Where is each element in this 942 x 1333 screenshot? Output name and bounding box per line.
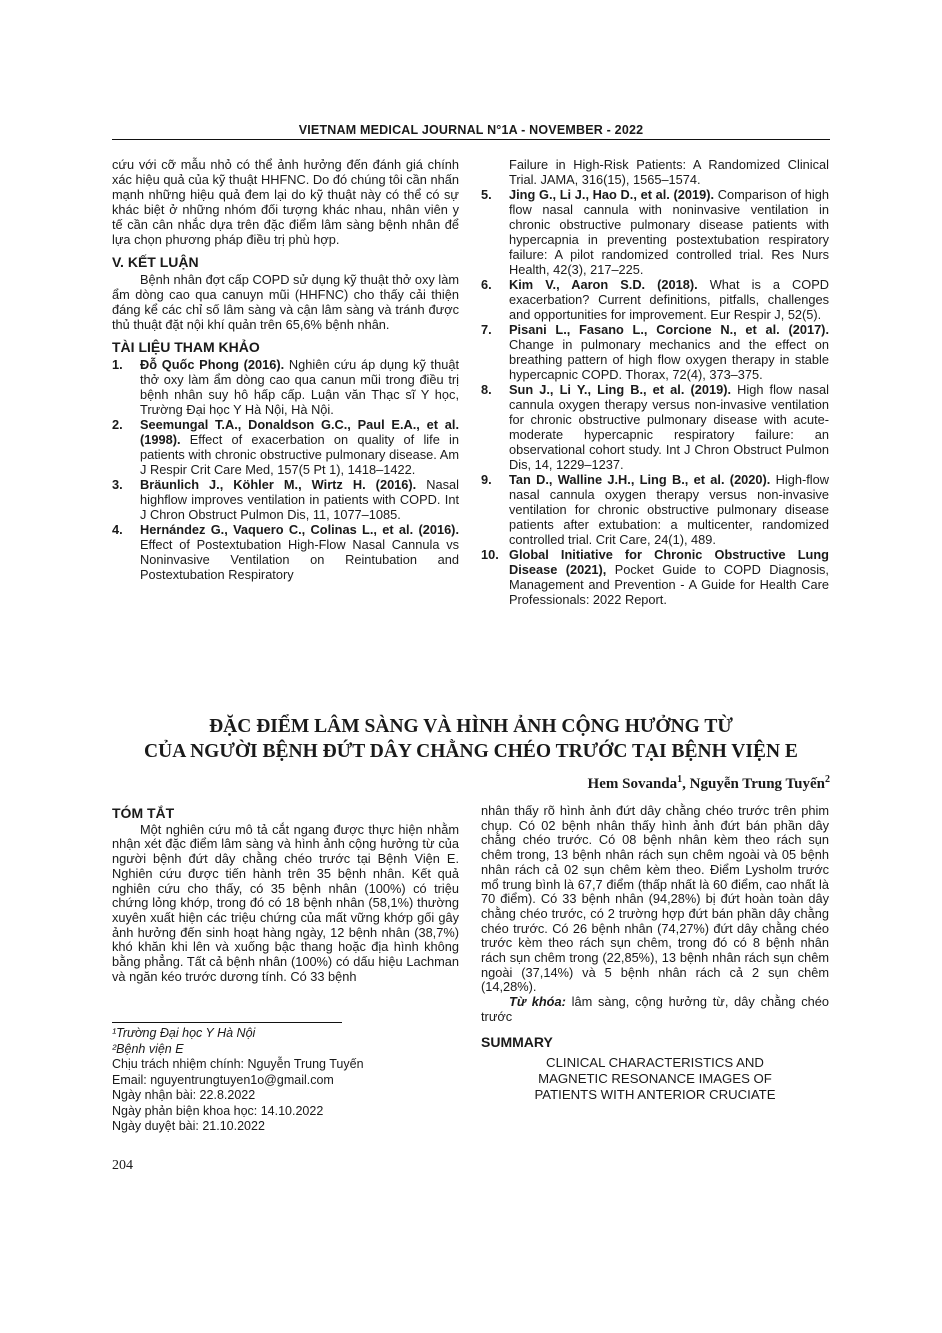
reference-text: Nghiên cứu áp dụng kỹ thuật thở oxy làm ẩm dòng cao qua canun mũi trong điều trị bệnh nhân suy hô hấp cấp. Luận văn Thạc sĩ Y học, Trường Đại học Y Hà Nội, Hà Nội. xyxy=(140,357,460,417)
reference-number: 3. xyxy=(112,477,123,492)
article-title-line1: ĐẶC ĐIỂM LÂM SÀNG VÀ HÌNH ẢNH CỘNG HƯỞNG TỪ xyxy=(209,716,733,737)
keywords-text: lâm sàng, cộng hưởng từ, dây chằng chéo trước xyxy=(481,994,829,1024)
email: Email: nguyentrungtuyen1o@gmail.com xyxy=(112,1072,334,1087)
header-rule xyxy=(112,139,830,140)
reference-authors: Pisani L., Fasano L., Corcione N., et al. (2017). xyxy=(509,322,829,337)
reference-authors: Sun J., Li Y., Ling B., et al. (2019). xyxy=(509,382,732,397)
reference-number: 2. xyxy=(112,417,123,432)
reference-text: High flow nasal cannula oxygen therapy versus non-invasive ventilation for chronic obstructive pulmonary disease with acute-moderate hypercapnic respiratory failure: an observational cohort study. Int J Chron Obstruct Pulmon Dis, 14, 1229–1237. xyxy=(509,382,829,472)
reference-number: 6. xyxy=(481,277,492,292)
conclusion-text: Bệnh nhân đợt cấp COPD sử dụng kỹ thuật thở oxy làm ẩm dòng cao qua canuyn mũi (HHFNC) cho thấy cải thiện đáng kể các chỉ số lâm sàng và cận lâm sàng và tránh được thủ thuật đặt nội khí quản trên 65,6% bệnh nhân. xyxy=(112,272,459,332)
reference-number: 4. xyxy=(112,522,123,537)
author-separator: , xyxy=(682,776,690,792)
left-column xyxy=(112,157,459,582)
page-number: 204 xyxy=(112,1158,133,1173)
intro-paragraph: cứu với cỡ mẫu nhỏ có thể ảnh hưởng đến đánh giá chính xác hiệu quả của kỹ thuật HHFNC. Do đó chúng tôi cần nhấn mạnh những hiệu quả đem lại do kỹ thuật này có thể có sự khác biệt ở những nhóm đối tượng khác nhau, nhân viên y tế cần cân nhắc dựa trên đặc điểm lâm sàng bệnh nhân để lựa chọn phương pháp điều trị phù hợp. xyxy=(112,157,459,247)
reference-list-left xyxy=(112,357,459,582)
reference-text: Comparison of high flow nasal cannula with noninvasive ventilation in chronic obstructive pulmonary disease patients with hypercapnia in preventing postextubation respiratory failure: A pilot randomized controlled trial. Res Nurs Health, 42(3), 217–225. xyxy=(509,187,829,277)
reference-item xyxy=(112,417,459,477)
date-accepted: Ngày duyệt bài: 21.10.2022 xyxy=(112,1119,265,1133)
reference-authors: Seemungal T.A., Donaldson G.C., Paul E.A., et al. (1998). xyxy=(140,417,459,447)
reference-authors: Hernández G., Vaquero C., Colinas L., et al. (2016). xyxy=(140,522,459,537)
right-column xyxy=(481,157,829,607)
reference-number xyxy=(481,157,509,187)
reference-authors: Global Initiative for Chronic Obstructive Lung Disease (2021), xyxy=(509,547,829,577)
reference-text: Change in pulmonary mechanics and the effect on breathing pattern of high flow oxygen therapy in stable hypercapnic COPD. Thorax, 72(4), 373–375. xyxy=(509,337,829,382)
summary-title-line3: PATIENTS WITH ANTERIOR CRUCIATE xyxy=(534,1087,776,1103)
summary-title-line2: MAGNETIC RESONANCE IMAGES OF xyxy=(538,1071,772,1087)
reference-item xyxy=(112,522,459,582)
summary-title xyxy=(481,1055,829,1103)
references-heading: TÀI LIỆU THAM KHẢO xyxy=(112,339,260,355)
reference-authors: Bräunlich J., Köhler M., Wirtz H. (2016). xyxy=(140,477,417,492)
footnote-rule xyxy=(112,1022,342,1023)
affiliation-2: ²Bệnh viện E xyxy=(112,1041,184,1056)
journal-header: VIETNAM MEDICAL JOURNAL N°1A - NOVEMBER - 2022 xyxy=(298,123,644,137)
reference-item xyxy=(481,382,829,472)
reference-item xyxy=(481,472,829,547)
reference-authors: Đỗ Quốc Phong (2016). xyxy=(140,357,285,372)
abstract-text-left: Một nghiên cứu mô tả cắt ngang được thực hiện nhằm nhận xét đặc điểm lâm sàng và hình ảnh cộng hưởng từ của người bệnh đứt dây chằng chéo trước tại Bệnh Viện E. Nghiên cứu được tiến hành trên 35 bệnh nhân. Kết quả nghiên cứu cho thấy, có 35 bệnh nhân (100%) có triệu chứng lỏng khớp, trong đó có 18 bệnh nhân (58,1%) thường xuyên xuất hiện các triệu chứng của mất vững khớp gối gây ảnh hưởng đến sinh hoạt hàng ngày, 12 bệnh nhân (38,7%) khó khăn khi lên và xuống bậc thang hoặc địa hình không bằng phẳng. Tất cả bệnh nhân (100%) có dấu hiệu Lachman và ngăn kéo trước dương tính. Có 33 bệnh xyxy=(112,821,459,984)
reference-number: 8. xyxy=(481,382,492,397)
summary-heading: SUMMARY xyxy=(481,1033,553,1050)
reference-text: Nasal highflow improves ventilation in patients with COPD. Int J Chron Obstruct Pulmon Dis, 11, 1077–1085. xyxy=(140,477,459,522)
abstract-heading: TÓM TẮT xyxy=(112,805,175,821)
reference-number: 10. xyxy=(481,547,499,562)
date-reviewed: Ngày phản biện khoa học: 14.10.2022 xyxy=(112,1103,324,1118)
reference-text: Pocket Guide to COPD Diagnosis, Management and Prevention - A Guide for Health Care Professionals: 2022 Report. xyxy=(509,562,829,607)
reference-number: 5. xyxy=(481,187,492,202)
reference-list-right xyxy=(481,157,829,607)
author-1-affiliation: 1 xyxy=(677,774,683,785)
article-authors xyxy=(588,774,830,793)
author-2-affiliation: 2 xyxy=(825,774,830,785)
date-received: Ngày nhận bài: 22.8.2022 xyxy=(112,1088,256,1102)
reference-authors: Tan D., Walline J.H., Ling B., et al. (2020). xyxy=(509,472,771,487)
reference-authors: Jing G., Li J., Hao D., et al. (2019). xyxy=(509,187,715,202)
summary-title-line1: CLINICAL CHARACTERISTICS AND xyxy=(546,1055,764,1071)
reference-text: Effect of exacerbation on quality of life in patients with chronic obstructive pulmonary disease. Am J Respir Crit Care Med, 157(5 Pt 1), 1418–1422. xyxy=(140,432,459,477)
reference-text: Failure in High-Risk Patients: A Randomized Clinical Trial. JAMA, 316(15), 1565–1574. xyxy=(509,157,829,187)
author-2: Nguyễn Trung Tuyến xyxy=(689,776,825,792)
abstract-left-column xyxy=(112,806,459,984)
article-title-line2: CỦA NGƯỜI BỆNH ĐỨT DÂY CHẰNG CHÉO TRƯỚC TẠI BỆNH VIỆN E xyxy=(144,741,798,762)
reference-number: 1. xyxy=(112,357,123,372)
author-1: Hem Sovanda xyxy=(587,776,678,792)
footnotes xyxy=(112,1026,459,1135)
reference-authors: Kim V., Aaron S.D. (2018). xyxy=(509,277,698,292)
reference-item xyxy=(481,187,829,277)
reference-item xyxy=(112,477,459,522)
reference-text: What is a COPD exacerbation? Current definitions, pitfalls, challenges and opportunities for improvement. Eur Respir J, 52(5). xyxy=(509,277,829,322)
reference-item xyxy=(112,357,459,417)
abstract-text-right: nhân thấy rõ hình ảnh đứt dây chằng chéo trước trên phim chụp. Có 02 bệnh nhân thấy hình ảnh đứt bán phần dây chằng chéo trước. Có 08 bệnh nhân kèm theo rách sụn chêm trong, 13 bệnh nhân rách sụn chêm ngoài và 05 bệnh nhân rách cả 02 sụn chêm kèm theo. Điểm Lysholm trước mổ trung bình là 67,7 điểm (thấp nhất là 60 điểm, cao nhất là 70 điểm). Có 33 bệnh nhân (94,28%) bị đứt hoàn toàn dây chằng chéo trước, có 2 trường hợp đứt bán phần dây chằng chéo trước. Có 26 bệnh nhân (74,27%) đứt dây chằng chéo trước kèm theo rách sụn chêm, trong đó có 8 bệnh nhân rách sụn chêm trong (22,85%), 13 bệnh nhân rách sụn chêm ngoài (37,14%) và 5 bệnh nhân rách cả 2 sụn chêm (14,28%). xyxy=(481,803,829,995)
reference-item xyxy=(481,547,829,607)
keywords xyxy=(481,995,829,1024)
keywords-label: Từ khóa: xyxy=(509,994,566,1010)
affiliation-1: ¹Trường Đại học Y Hà Nội xyxy=(112,1026,256,1040)
reference-item-continued xyxy=(481,157,829,187)
abstract-right-column xyxy=(481,804,829,1103)
reference-number: 9. xyxy=(481,472,492,487)
reference-number: 7. xyxy=(481,322,492,337)
reference-item xyxy=(481,322,829,382)
conclusion-heading: V. KẾT LUẬN xyxy=(112,254,199,270)
corresponding-author: Chịu trách nhiệm chính: Nguyễn Trung Tuyến xyxy=(112,1057,364,1071)
reference-text: Effect of Postextubation High-Flow Nasal Cannula vs Noninvasive Ventilation on Reintubation and Postextubation Respiratory xyxy=(140,537,459,582)
article-title xyxy=(112,714,830,764)
reference-item xyxy=(481,277,829,322)
reference-text: High-flow nasal cannula oxygen therapy versus non-invasive ventilation for chronic obstructive pulmonary disease patients after extubation: a multicenter, randomized controlled trial. Crit Care, 24(1), 489. xyxy=(509,472,829,547)
